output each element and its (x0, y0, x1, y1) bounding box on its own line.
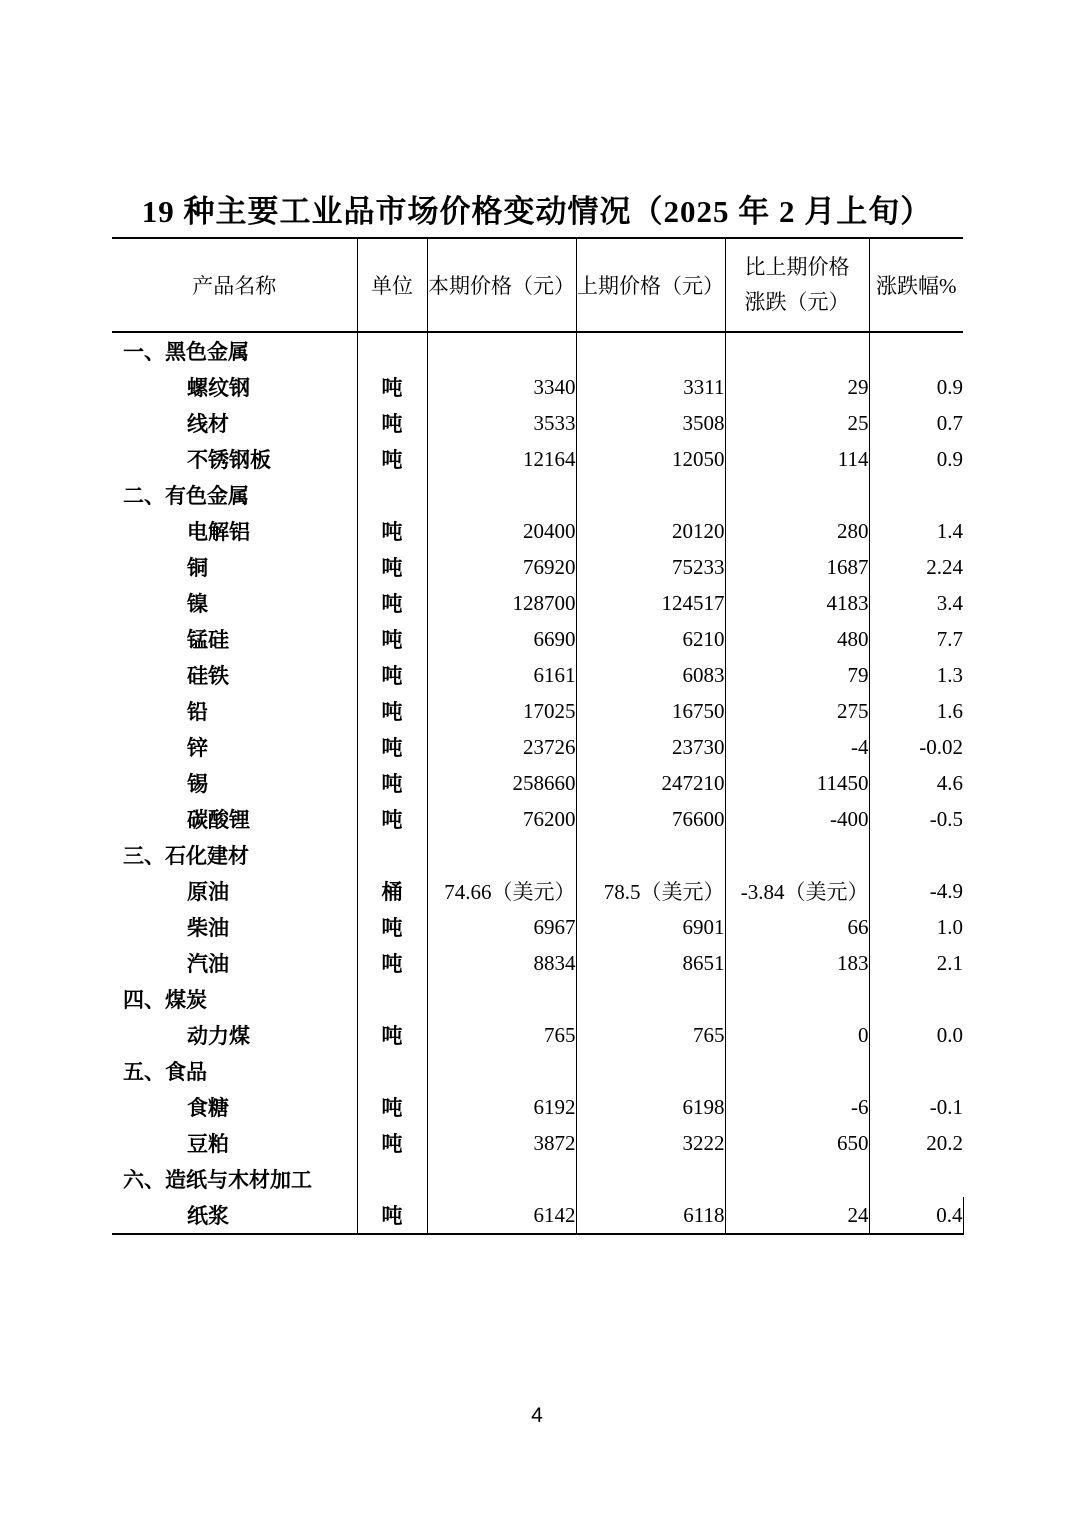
product-cell: 三、石化建材 (123, 845, 249, 868)
section-row (112, 332, 963, 369)
pct-cell (869, 332, 963, 369)
current-price-cell (427, 332, 576, 369)
pct-cell: 20.2 (869, 1125, 963, 1161)
unit-cell: 吨 (357, 405, 427, 441)
current-price-cell: 6142 (427, 1197, 576, 1234)
page-title: 19 种主要工业品市场价格变动情况（2025 年 2 月上旬） (141, 193, 933, 229)
current-price-cell (427, 981, 576, 1017)
change-cell: 650 (725, 1125, 869, 1161)
item-row (112, 585, 963, 621)
unit-cell (357, 332, 427, 369)
previous-price-cell (576, 477, 725, 513)
change-cell (725, 477, 869, 513)
item-row (112, 909, 963, 945)
change-cell: 114 (725, 441, 869, 477)
change-cell (725, 332, 869, 369)
previous-price-cell: 3508 (576, 405, 725, 441)
item-row (112, 873, 963, 909)
pct-cell (869, 477, 963, 513)
section-row (112, 1053, 963, 1089)
unit-cell: 吨 (357, 585, 427, 621)
previous-price-cell: 75233 (576, 549, 725, 585)
current-price-cell (427, 837, 576, 873)
pct-cell: 1.6 (869, 693, 963, 729)
unit-cell (357, 477, 427, 513)
product-cell: 纸浆 (187, 1205, 229, 1228)
pct-cell (869, 837, 963, 873)
current-price-cell: 6161 (427, 657, 576, 693)
current-price-cell: 20400 (427, 513, 576, 549)
current-price-cell: 74.66（美元） (427, 873, 576, 909)
current-price-cell: 3872 (427, 1125, 576, 1161)
product-cell: 豆粕 (187, 1133, 229, 1156)
product-cell: 动力煤 (187, 1025, 250, 1048)
current-price-cell: 76200 (427, 801, 576, 837)
col-header-change (725, 238, 869, 332)
change-cell: 11450 (725, 765, 869, 801)
previous-price-cell: 78.5（美元） (576, 873, 725, 909)
previous-price-cell: 12050 (576, 441, 725, 477)
current-price-cell: 17025 (427, 693, 576, 729)
current-price-cell: 76920 (427, 549, 576, 585)
change-cell (725, 837, 869, 873)
price-table-container (112, 237, 964, 1235)
change-cell: 79 (725, 657, 869, 693)
product-cell: 不锈钢板 (187, 449, 271, 472)
current-price-cell: 12164 (427, 441, 576, 477)
col-header-product: 产品名称 (112, 238, 357, 332)
previous-price-cell: 16750 (576, 693, 725, 729)
change-cell: 280 (725, 513, 869, 549)
previous-price-cell: 23730 (576, 729, 725, 765)
section-row (112, 1161, 963, 1197)
unit-cell: 吨 (357, 1125, 427, 1161)
pct-cell: 1.3 (869, 657, 963, 693)
unit-cell: 吨 (357, 909, 427, 945)
section-row (112, 837, 963, 873)
unit-cell: 吨 (357, 1017, 427, 1053)
product-cell: 线材 (187, 413, 229, 436)
product-cell: 锌 (187, 737, 208, 760)
previous-price-cell (576, 837, 725, 873)
product-cell: 一、黑色金属 (123, 341, 249, 364)
previous-price-cell: 765 (576, 1017, 725, 1053)
unit-cell: 吨 (357, 1089, 427, 1125)
item-row (112, 1125, 963, 1161)
item-row (112, 765, 963, 801)
change-cell: 0 (725, 1017, 869, 1053)
change-cell: 66 (725, 909, 869, 945)
unit-cell: 吨 (357, 765, 427, 801)
change-cell: 183 (725, 945, 869, 981)
col-header-previous-price: 上期价格（元） (576, 238, 725, 332)
item-row (112, 693, 963, 729)
current-price-cell: 6192 (427, 1089, 576, 1125)
unit-cell: 吨 (357, 729, 427, 765)
pct-cell (869, 1161, 963, 1197)
product-cell: 柴油 (187, 917, 229, 940)
pct-cell: 0.7 (869, 405, 963, 441)
current-price-cell: 765 (427, 1017, 576, 1053)
pct-cell: 7.7 (869, 621, 963, 657)
pct-cell: -0.5 (869, 801, 963, 837)
previous-price-cell: 3222 (576, 1125, 725, 1161)
previous-price-cell (576, 332, 725, 369)
previous-price-cell: 124517 (576, 585, 725, 621)
product-cell: 食糖 (187, 1097, 229, 1120)
item-row (112, 405, 963, 441)
pct-cell: 0.4 (869, 1197, 963, 1234)
unit-cell: 吨 (357, 369, 427, 405)
unit-cell (357, 1161, 427, 1197)
unit-cell: 吨 (357, 513, 427, 549)
item-row (112, 657, 963, 693)
unit-cell (357, 1053, 427, 1089)
item-row (112, 1017, 963, 1053)
item-row (112, 621, 963, 657)
current-price-cell: 6690 (427, 621, 576, 657)
current-price-cell: 258660 (427, 765, 576, 801)
product-cell: 六、造纸与木材加工 (123, 1169, 312, 1192)
pct-cell: 1.4 (869, 513, 963, 549)
table-body (112, 332, 963, 1234)
item-row (112, 369, 963, 405)
product-cell: 碳酸锂 (187, 809, 250, 832)
product-cell: 锰硅 (187, 629, 229, 652)
col-header-change-line2: 涨跌（元） (744, 290, 850, 314)
item-row (112, 441, 963, 477)
pct-cell: 1.0 (869, 909, 963, 945)
section-row (112, 981, 963, 1017)
change-cell (725, 1053, 869, 1089)
previous-price-cell (576, 1053, 725, 1089)
product-cell: 铅 (187, 701, 208, 724)
pct-cell: -0.1 (869, 1089, 963, 1125)
product-cell: 汽油 (187, 953, 229, 976)
previous-price-cell: 247210 (576, 765, 725, 801)
unit-cell: 吨 (357, 549, 427, 585)
pct-cell (869, 981, 963, 1017)
col-header-current-price: 本期价格（元） (427, 238, 576, 332)
previous-price-cell: 6083 (576, 657, 725, 693)
item-row (112, 549, 963, 585)
unit-cell: 吨 (357, 945, 427, 981)
item-row (112, 513, 963, 549)
pct-cell: 4.6 (869, 765, 963, 801)
product-cell: 电解铝 (187, 521, 250, 544)
change-cell: -6 (725, 1089, 869, 1125)
current-price-cell: 3340 (427, 369, 576, 405)
change-cell (725, 981, 869, 1017)
change-cell: 25 (725, 405, 869, 441)
change-cell: -3.84（美元） (725, 873, 869, 909)
current-price-cell: 8834 (427, 945, 576, 981)
previous-price-cell: 3311 (576, 369, 725, 405)
product-cell: 螺纹钢 (187, 377, 250, 400)
unit-cell: 吨 (357, 801, 427, 837)
previous-price-cell: 6210 (576, 621, 725, 657)
unit-cell: 桶 (357, 873, 427, 909)
previous-price-cell: 6901 (576, 909, 725, 945)
previous-price-cell (576, 1161, 725, 1197)
item-row (112, 1089, 963, 1125)
current-price-cell: 3533 (427, 405, 576, 441)
table-header-row (112, 238, 963, 332)
pct-cell: 2.1 (869, 945, 963, 981)
pct-cell: 0.9 (869, 441, 963, 477)
pct-cell (869, 1053, 963, 1089)
change-cell: -400 (725, 801, 869, 837)
col-header-pct: 涨跌幅% (869, 238, 963, 332)
change-cell: -4 (725, 729, 869, 765)
product-cell: 硅铁 (187, 665, 229, 688)
previous-price-cell (576, 981, 725, 1017)
item-row (112, 945, 963, 981)
change-cell: 29 (725, 369, 869, 405)
pct-cell: 0.9 (869, 369, 963, 405)
product-cell: 锡 (187, 773, 208, 796)
change-cell: 480 (725, 621, 869, 657)
price-table (112, 237, 964, 1235)
pct-cell: -4.9 (869, 873, 963, 909)
previous-price-cell: 8651 (576, 945, 725, 981)
current-price-cell (427, 1053, 576, 1089)
pct-cell: 3.4 (869, 585, 963, 621)
change-cell: 24 (725, 1197, 869, 1234)
current-price-cell (427, 477, 576, 513)
unit-cell: 吨 (357, 657, 427, 693)
unit-cell (357, 981, 427, 1017)
product-cell: 镍 (187, 593, 208, 616)
item-row (112, 1197, 963, 1234)
current-price-cell: 23726 (427, 729, 576, 765)
product-cell: 铜 (187, 557, 208, 580)
change-cell: 4183 (725, 585, 869, 621)
change-cell: 1687 (725, 549, 869, 585)
col-header-unit: 单位 (357, 238, 427, 332)
product-cell: 原油 (187, 881, 229, 904)
current-price-cell: 128700 (427, 585, 576, 621)
pct-cell: -0.02 (869, 729, 963, 765)
item-row (112, 729, 963, 765)
previous-price-cell: 6118 (576, 1197, 725, 1234)
unit-cell: 吨 (357, 1197, 427, 1234)
page-number: 4 (531, 1404, 543, 1427)
unit-cell: 吨 (357, 693, 427, 729)
change-cell: 275 (725, 693, 869, 729)
product-cell: 五、食品 (123, 1061, 207, 1084)
item-row (112, 801, 963, 837)
pct-cell: 2.24 (869, 549, 963, 585)
col-header-change-line1: 比上期价格 (744, 255, 850, 279)
unit-cell: 吨 (357, 621, 427, 657)
unit-cell (357, 837, 427, 873)
previous-price-cell: 20120 (576, 513, 725, 549)
previous-price-cell: 6198 (576, 1089, 725, 1125)
product-cell: 四、煤炭 (123, 989, 207, 1012)
current-price-cell (427, 1161, 576, 1197)
pct-cell: 0.0 (869, 1017, 963, 1053)
section-row (112, 477, 963, 513)
unit-cell: 吨 (357, 441, 427, 477)
change-cell (725, 1161, 869, 1197)
current-price-cell: 6967 (427, 909, 576, 945)
product-cell: 二、有色金属 (123, 485, 249, 508)
previous-price-cell: 76600 (576, 801, 725, 837)
